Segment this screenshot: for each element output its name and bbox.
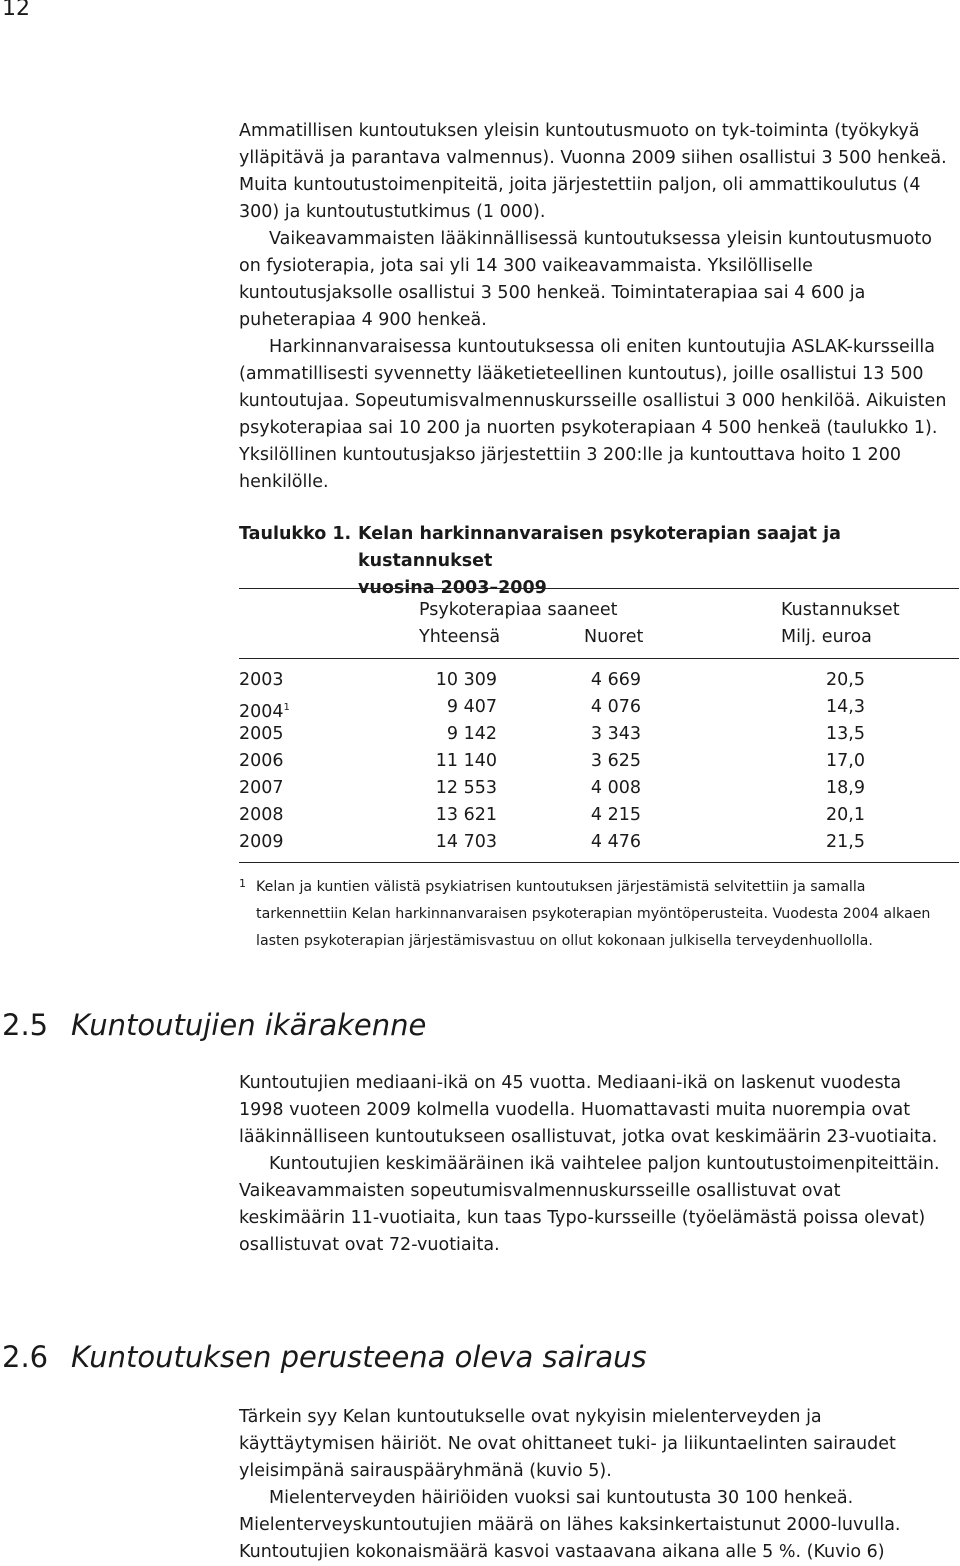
table-header-row-2 bbox=[239, 624, 959, 651]
intro-paragraph-3: Harkinnanvaraisessa kuntoutuksessa oli eniten kuntoutujia ASLAK-kursseilla (ammatillisesti syvennetty lääketieteellinen kuntoutus), joille osallistui 13 500 kuntoutujaa. Sopeutumisvalmennuskursseille osallistui 3 000 henkilöä. Aikuisten psykoterapiaa sai 10 200 ja nuorten psykoterapiaan 4 500 henkeä (taulukko 1). Yksilöllinen kuntoutusjakso järjestettiin 3 200:lle ja kuntouttava hoito 1 200 henkilölle. bbox=[239, 337, 947, 492]
table-bottom-rule bbox=[239, 862, 959, 863]
section-number: 2.5 bbox=[2, 1008, 49, 1042]
total-cell: 13 621 bbox=[435, 805, 497, 825]
year-cell bbox=[239, 748, 284, 775]
cost-cell: 21,5 bbox=[826, 832, 865, 852]
section-2-5-text bbox=[239, 1070, 951, 1259]
table-title-line-1: Kelan harkinnanvaraisen psykoterapian saajat ja kustannukset bbox=[358, 524, 841, 571]
table-header-rule bbox=[239, 658, 959, 659]
year-value: 2009 bbox=[239, 832, 284, 852]
cost-cell: 14,3 bbox=[826, 697, 865, 717]
intro-paragraph-2: Vaikeavammaisten lääkinnällisessä kuntoutuksessa yleisin kuntoutusmuoto on fysioterapia, jota sai yli 14 300 vaikeavammaista. Yksilölliselle kuntoutusjaksolle osallistui 3 500 henkeä. Toimintaterapiaa sai 4 600 ja puheterapiaa 4 900 henkeä. bbox=[239, 229, 932, 330]
table-row bbox=[239, 775, 959, 802]
header-youth: Nuoret bbox=[584, 627, 644, 647]
table-footnote bbox=[239, 874, 959, 955]
year-value: 2004 bbox=[239, 702, 284, 722]
total-cell: 14 703 bbox=[435, 832, 497, 852]
total-cell: 11 140 bbox=[435, 751, 497, 771]
table-top-rule bbox=[239, 588, 959, 589]
table-title-line-2: vuosina 2003–2009 bbox=[358, 578, 547, 598]
table-row bbox=[239, 667, 959, 694]
section-2-5-paragraph-2: Kuntoutujien keskimääräinen ikä vaihtelee paljon kuntoutustoimenpiteittäin. Vaikeavammaisten sopeutumisvalmennuskursseille osallistuvat ovat keskimäärin 11-vuotiaita, kun taas Typo-kursseille (työelämästä poissa olevat) osallistuvat ovat 72-vuotiaita. bbox=[239, 1154, 940, 1255]
youth-cell: 4 076 bbox=[590, 697, 641, 717]
total-cell: 9 407 bbox=[446, 697, 497, 717]
year-value: 2005 bbox=[239, 724, 284, 744]
year-cell bbox=[239, 802, 284, 829]
group-header-recipients: Psykoterapiaa saaneet bbox=[419, 600, 618, 620]
youth-cell: 3 343 bbox=[590, 724, 641, 744]
cost-cell: 20,5 bbox=[826, 670, 865, 690]
section-2-6-text bbox=[239, 1404, 951, 1566]
total-cell: 12 553 bbox=[435, 778, 497, 798]
year-value: 2007 bbox=[239, 778, 284, 798]
footnote-reference: 1 bbox=[283, 702, 290, 713]
cost-cell: 20,1 bbox=[826, 805, 865, 825]
year-cell bbox=[239, 829, 284, 856]
year-cell bbox=[239, 667, 284, 694]
year-value: 2006 bbox=[239, 751, 284, 771]
table-title bbox=[358, 521, 958, 602]
section-heading-2-5 bbox=[2, 1008, 426, 1042]
year-cell bbox=[239, 721, 284, 748]
header-costs: Kustannukset bbox=[781, 600, 900, 620]
year-value: 2003 bbox=[239, 670, 284, 690]
youth-cell: 4 008 bbox=[590, 778, 641, 798]
section-heading-2-6 bbox=[2, 1340, 647, 1374]
section-title: Kuntoutuksen perusteena oleva sairaus bbox=[71, 1340, 647, 1374]
cost-cell: 18,9 bbox=[826, 778, 865, 798]
table-row bbox=[239, 802, 959, 829]
header-unit: Milj. euroa bbox=[781, 627, 872, 647]
total-cell: 10 309 bbox=[435, 670, 497, 690]
youth-cell: 4 476 bbox=[590, 832, 641, 852]
table-row bbox=[239, 694, 959, 721]
section-2-5-paragraph-1: Kuntoutujien mediaani-ikä on 45 vuotta. Mediaani-ikä on laskenut vuodesta 1998 vuoteen 2009 kolmella vuodella. Huomattavasti muita nuorempia ovat lääkinnälliseen kuntoutukseen osallistuvat, jotka ovat keskimäärin 23-vuotiaita. bbox=[239, 1073, 938, 1147]
table-label: Taulukko 1. bbox=[239, 524, 352, 544]
total-cell: 9 142 bbox=[446, 724, 497, 744]
intro-paragraph-1: Ammatillisen kuntoutuksen yleisin kuntoutusmuoto on tyk-toiminta (työkykyä ylläpitävä ja parantava valmennus). Vuonna 2009 siihen osallistui 3 500 henkeä. Muita kuntoutustoimenpiteitä, joita järjestettiin paljon, oli ammattikoulutus (4 300) ja kuntoutustutkimus (1 000). bbox=[239, 121, 947, 222]
section-number: 2.6 bbox=[2, 1340, 49, 1374]
footnote-marker: 1 bbox=[239, 877, 246, 890]
table-row bbox=[239, 829, 959, 856]
section-title: Kuntoutujien ikärakenne bbox=[71, 1008, 427, 1042]
cost-cell: 17,0 bbox=[826, 751, 865, 771]
table-caption bbox=[239, 521, 959, 602]
year-cell bbox=[239, 775, 284, 802]
header-total: Yhteensä bbox=[419, 627, 501, 647]
table-row bbox=[239, 748, 959, 775]
section-2-6-paragraph-2: Mielenterveyden häiriöiden vuoksi sai kuntoutusta 30 100 henkeä. Mielenterveyskuntoutujien määrä on lähes kaksinkertaistunut 2000-luvulla. Kuntoutujien kokonaismäärä kasvoi vastaavana aikana alle 5 %. (Kuvio 6) bbox=[239, 1488, 901, 1562]
youth-cell: 4 215 bbox=[590, 805, 641, 825]
section-2-6-paragraph-1: Tärkein syy Kelan kuntoutukselle ovat nykyisin mielenterveyden ja käyttäytymisen häiriöt. Ne ovat ohittaneet tuki- ja liikuntaelinten sairaudet yleisimpänä sairauspääryhmänä (kuvio 5). bbox=[239, 1407, 896, 1481]
page-number: 12 bbox=[2, 0, 30, 21]
intro-text bbox=[239, 118, 951, 496]
year-value: 2008 bbox=[239, 805, 284, 825]
table-header-row-1 bbox=[239, 597, 959, 624]
footnote-text: Kelan ja kuntien välistä psykiatrisen kuntoutuksen järjestämistä selvitettiin ja samalla tarkennettiin Kelan harkinnanvaraisen psykoterapian myöntöperusteita. Vuodesta 2004 alkaen lasten psykoterapian järjestämisvastuu on ollut kokonaan julkisella terveydenhuollolla. bbox=[256, 879, 931, 949]
table-row bbox=[239, 721, 959, 748]
cost-cell: 13,5 bbox=[826, 724, 865, 744]
youth-cell: 3 625 bbox=[590, 751, 641, 771]
youth-cell: 4 669 bbox=[590, 670, 641, 690]
